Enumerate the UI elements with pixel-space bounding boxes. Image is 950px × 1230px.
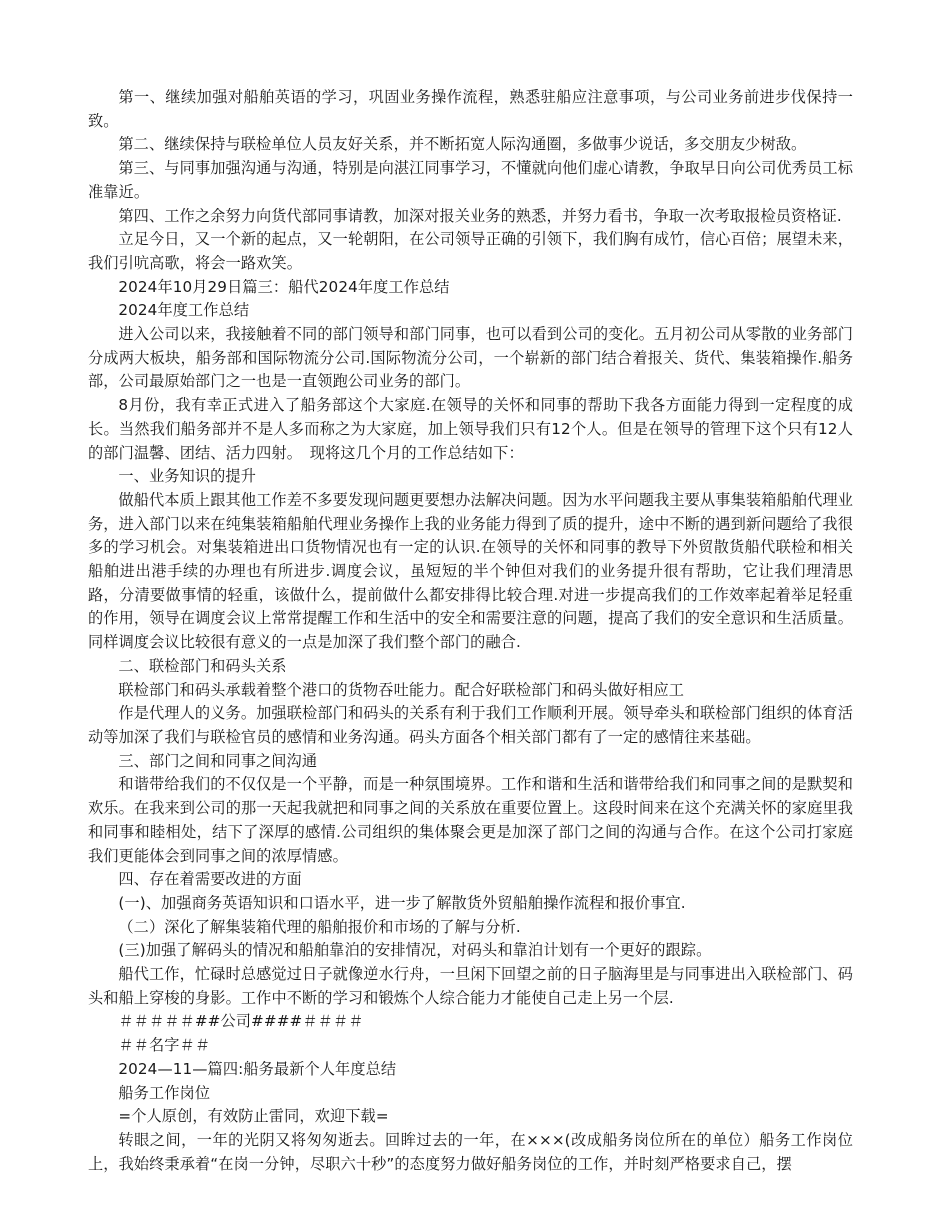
section-heading: 二、联检部门和码头关系 xyxy=(118,656,287,675)
paragraph: 第四、工作之余努力向货代部同事请教，加深对报关业务的熟悉，并努力看书，争取一次考取报检员资格证. xyxy=(118,206,842,225)
paragraph: 第一、继续加强对船舶英语的学习，巩固业务操作流程，熟悉驻船应注意事项，与公司业务前进步伐保持一致。 xyxy=(88,88,853,130)
company-placeholder: ＃＃＃＃＃##公司####＃＃＃＃ xyxy=(118,1012,364,1031)
document-body xyxy=(88,86,853,1176)
paragraph: 联检部门和码头承载着整个港口的货物吞吐能力。配合好联检部门和码头做好相应工 xyxy=(118,680,685,699)
document-title: 船务工作岗位 xyxy=(118,1083,211,1102)
name-placeholder: ＃＃名字＃＃ xyxy=(118,1036,211,1055)
paragraph: 作是代理人的义务。加强联检部门和码头的关系有利于我们工作顺利开展。领导牵头和联检部门组织的体育活动等加深了我们与联检官员的感情和业务沟通。码头方面各个相关部门都有了一定的感情往来基础。 xyxy=(88,704,853,746)
paragraph: 第三、与同事加强沟通与沟通，特别是向湛江同事学习，不懂就向他们虚心请教，争取早日向公司优秀员工标准靠近。 xyxy=(88,159,853,201)
paragraph: 进入公司以来，我接触着不同的部门领导和部门同事，也可以看到公司的变化。五月初公司从零散的业务部门分成两大板块，船务部和国际物流分公司.国际物流分公司，一个崭新的部门结合着报关、货代、集装箱操作.船务部，公司最原始部门之一也是一直领跑公司业务的部门。 xyxy=(88,325,853,391)
list-item: (一)、加强商务英语知识和口语水平，进一步了解散货外贸船舶操作流程和报价事宜. xyxy=(118,893,686,912)
document-title: 2024年度工作总结 xyxy=(118,301,250,320)
paragraph: 8月份，我有幸正式进入了船务部这个大家庭.在领导的关怀和同事的帮助下我各方面能力得到一定程度的成长。当然我们船务部并不是人多而称之为大家庭，加上领导我们只有12个人。但是在领导的管理下这个只有12人的部门温馨、团结、活力四射。 现将这几个月的工作总结如下： xyxy=(88,396,853,462)
section-heading: 一、业务知识的提升 xyxy=(118,467,256,486)
section-heading: 2024年10月29日篇三：船代2024年度工作总结 xyxy=(118,277,450,296)
paragraph: 第二、继续保持与联检单位人员友好关系，并不断拓宽人际沟通圈，多做事少说话，多交朋友少树敌。 xyxy=(118,135,807,154)
paragraph: 船代工作，忙碌时总感觉过日子就像逆水行舟，一旦闲下回望之前的日子脑海里是与同事进出入联检部门、码头和船上穿梭的身影。工作中不断的学习和锻炼个人综合能力才能使自己走上另一个层. xyxy=(88,965,853,1007)
list-item: (三)加强了解码头的情况和船舶靠泊的安排情况，对码头和靠泊计划有一个更好的跟踪。 xyxy=(118,941,712,960)
paragraph: 做船代本质上跟其他工作差不多要发现问题更要想办法解决问题。因为水平问题我主要从事集装箱船舶代理业务，进入部门以来在纯集装箱船舶代理业务操作上我的业务能力得到了质的提升，途中不断的遇到新问题给了我很多的学习机会。对集装箱进出口货物情况也有一定的认识.在领导的关怀和同事的教导下外贸散货船代联检和相关船舶进出港手续的办理也有所进步.调度会议，虽短短的半个钟但对我们的业务提升很有帮助，它让我们理清思路，分清要做事情的轻重，该做什么，提前做什么都安排得比较合理.对进一步提高我们的工作效率起着举足轻重的作用，领导在调度会议上常常提醒工作和生活中的安全和需要注意的问题，提高了我们的安全意识和生活质量。同样调度会议比较很有意义的一点是加深了我们整个部门的融合. xyxy=(88,490,853,652)
section-heading: 2024—11—篇四:船务最新个人年度总结 xyxy=(118,1059,397,1078)
section-heading: 三、部门之间和同事之间沟通 xyxy=(118,751,318,770)
paragraph: 转眼之间，一年的光阴又将匆匆逝去。回眸过去的一年，在×××(改成船务岗位所在的单位）船务工作岗位上，我始终秉承着“在岗一分钟，尽职六十秒”的态度努力做好船务岗位的工作，并时刻严格要求自己，摆 xyxy=(88,1130,853,1173)
notice-line: =个人原创，有效防止雷同，欢迎下载= xyxy=(118,1107,389,1126)
paragraph: 立足今日，又一个新的起点，又一轮朝阳，在公司领导正确的引领下，我们胸有成竹，信心百倍；展望未来，我们引吭高歌，将会一路欢笑。 xyxy=(88,230,853,272)
section-heading: 四、存在着需要改进的方面 xyxy=(118,870,302,889)
paragraph: 和谐带给我们的不仅仅是一个平静，而是一种氛围境界。工作和谐和生活和谐带给我们和同事之间的是默契和欢乐。在我来到公司的那一天起我就把和同事之间的关系放在重要位置上。这段时间来在这个充满关怀的家庭里我和同事和睦相处，结下了深厚的感情.公司组织的集体聚会更是加深了部门之间的沟通与合作。在这个公司打家庭我们更能体会到同事之间的浓厚情感。 xyxy=(88,775,853,865)
list-item: （二）深化了解集装箱代理的船舶报价和市场的了解与分析. xyxy=(118,917,521,936)
